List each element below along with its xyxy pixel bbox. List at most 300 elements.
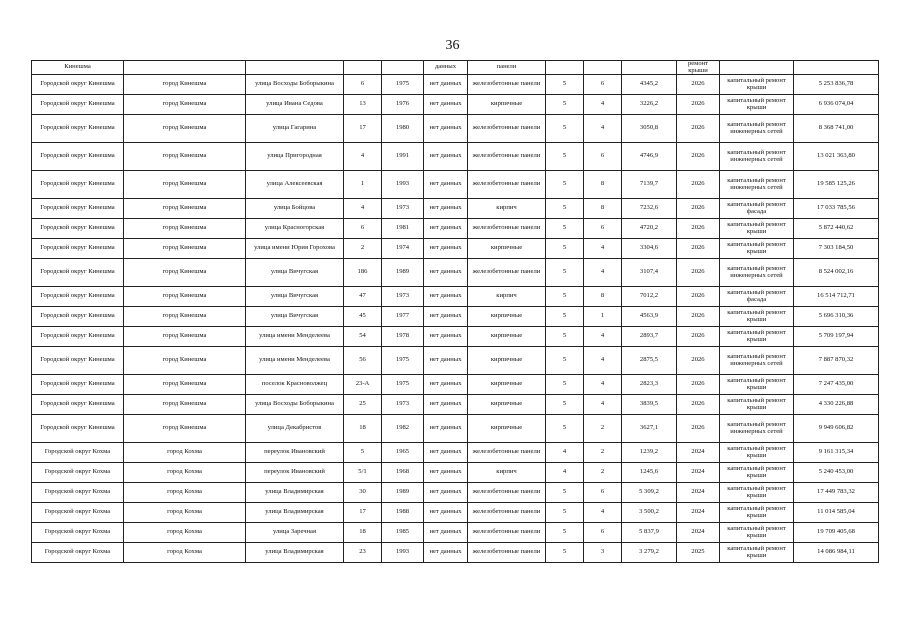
cell-data: нет данных	[424, 523, 468, 543]
cell-plan-year: 2026	[677, 375, 720, 395]
cell-material: кирпичные	[468, 347, 546, 375]
cell-entrances: 4	[584, 347, 622, 375]
cell-plan-year: 2024	[677, 443, 720, 463]
cell-year: 1988	[382, 503, 424, 523]
cell-cost: 5 709 197,94	[794, 327, 879, 347]
table-row	[32, 463, 879, 483]
table-row	[32, 239, 879, 259]
cell-area: 4746,9	[622, 143, 677, 171]
cell-settlement: город Кинешма	[124, 259, 246, 287]
cell-cost: 13 021 363,80	[794, 143, 879, 171]
cell-floors: 5	[546, 287, 584, 307]
cell-floors: 5	[546, 75, 584, 95]
table-row	[32, 287, 879, 307]
cell-material: кирпич	[468, 199, 546, 219]
cell-area: 7012,2	[622, 287, 677, 307]
cell-street: улица Восходы Боборыкина	[246, 395, 344, 415]
cell-plan-year: 2026	[677, 239, 720, 259]
cell-settlement: город Кохма	[124, 503, 246, 523]
cell-floors: 5	[546, 199, 584, 219]
cell-house: 6	[344, 219, 382, 239]
cell-street: улица имени Менделеева	[246, 327, 344, 347]
cell-municipality: Городской округ Кинешма	[32, 375, 124, 395]
cell-house: 47	[344, 287, 382, 307]
cell-area: 5 837,9	[622, 523, 677, 543]
cell-street: улица имени Менделеева	[246, 347, 344, 375]
cell-settlement: город Кинешма	[124, 375, 246, 395]
cell-area: 3 500,2	[622, 503, 677, 523]
cell-entrances: 4	[584, 375, 622, 395]
cell-cost: 5 872 440,62	[794, 219, 879, 239]
table-row	[32, 375, 879, 395]
cell-material: железобетонные панели	[468, 543, 546, 563]
cell-area: 5 309,2	[622, 483, 677, 503]
cell-material: железобетонные панели	[468, 259, 546, 287]
cell-street	[246, 61, 344, 75]
cell-municipality: Городской округ Кохма	[32, 523, 124, 543]
cell-work-type: капитальный ремонт крыши	[720, 503, 794, 523]
cell-data: нет данных	[424, 239, 468, 259]
cell-entrances: 6	[584, 143, 622, 171]
cell-cost: 6 936 074,04	[794, 95, 879, 115]
cell-street: переулок Ивановский	[246, 463, 344, 483]
table-row	[32, 327, 879, 347]
cell-cost: 17 033 785,56	[794, 199, 879, 219]
cell-house: 18	[344, 523, 382, 543]
cell-material: кирпичные	[468, 375, 546, 395]
cell-plan-year: 2026	[677, 199, 720, 219]
cell-street: улица имени Юрия Горохова	[246, 239, 344, 259]
cell-area: 3226,2	[622, 95, 677, 115]
cell-year: 1976	[382, 95, 424, 115]
cell-work-type: капитальный ремонт инженерных сетей	[720, 171, 794, 199]
cell-year: 1977	[382, 307, 424, 327]
cell-data: нет данных	[424, 503, 468, 523]
cell-municipality: Городской округ Кинешма	[32, 287, 124, 307]
cell-street: улица Алексеевская	[246, 171, 344, 199]
cell-area: 4720,2	[622, 219, 677, 239]
table-row	[32, 199, 879, 219]
cell-data: нет данных	[424, 395, 468, 415]
cell-data: нет данных	[424, 375, 468, 395]
cell-area: 3050,8	[622, 115, 677, 143]
table-row	[32, 483, 879, 503]
cell-house: 54	[344, 327, 382, 347]
cell-work-type: капитальный ремонт крыши	[720, 395, 794, 415]
cell-material: кирпич	[468, 287, 546, 307]
cell-floors: 5	[546, 171, 584, 199]
cell-data: нет данных	[424, 443, 468, 463]
cell-entrances: 8	[584, 171, 622, 199]
table-row	[32, 503, 879, 523]
cell-street: улица Красногорская	[246, 219, 344, 239]
cell-house: 1	[344, 171, 382, 199]
cell-area: 2823,3	[622, 375, 677, 395]
cell-floors: 5	[546, 395, 584, 415]
cell-work-type: капитальный ремонт крыши	[720, 327, 794, 347]
cell-data: нет данных	[424, 483, 468, 503]
cell-plan-year: 2026	[677, 287, 720, 307]
cell-floors: 5	[546, 143, 584, 171]
cell-entrances: 1	[584, 307, 622, 327]
cell-year: 1985	[382, 523, 424, 543]
cell-cost: 9 949 606,82	[794, 415, 879, 443]
cell-material: кирпичные	[468, 239, 546, 259]
cell-work-type: капитальный ремонт крыши	[720, 239, 794, 259]
cell-work-type: капитальный ремонт крыши	[720, 75, 794, 95]
cell-plan-year: 2024	[677, 523, 720, 543]
cell-municipality: Городской округ Кинешма	[32, 347, 124, 375]
cell-street: улица Декабристов	[246, 415, 344, 443]
cell-settlement	[124, 61, 246, 75]
cell-area: 3304,6	[622, 239, 677, 259]
cell-entrances: 4	[584, 239, 622, 259]
cell-street: улица Гагарина	[246, 115, 344, 143]
cell-year	[382, 61, 424, 75]
cell-area: 4563,9	[622, 307, 677, 327]
cell-material: железобетонные панели	[468, 443, 546, 463]
cell-street: переулок Ивановский	[246, 443, 344, 463]
cell-settlement: город Кохма	[124, 543, 246, 563]
cell-year: 1968	[382, 463, 424, 483]
cell-municipality: Городской округ Кохма	[32, 443, 124, 463]
cell-year: 1993	[382, 543, 424, 563]
cell-data: нет данных	[424, 287, 468, 307]
cell-street: улица Пригородная	[246, 143, 344, 171]
cell-work-type: капитальный ремонт инженерных сетей	[720, 143, 794, 171]
cell-material: железобетонные панели	[468, 115, 546, 143]
cell-settlement: город Кинешма	[124, 415, 246, 443]
cell-municipality: Городской округ Кинешма	[32, 95, 124, 115]
cell-entrances: 6	[584, 483, 622, 503]
cell-material: панели	[468, 61, 546, 75]
cell-municipality: Городской округ Кохма	[32, 463, 124, 483]
cell-year: 1981	[382, 219, 424, 239]
table-row	[32, 307, 879, 327]
cell-work-type: капитальный ремонт инженерных сетей	[720, 115, 794, 143]
cell-data: нет данных	[424, 171, 468, 199]
cell-floors: 5	[546, 347, 584, 375]
cell-year: 1975	[382, 375, 424, 395]
cell-floors: 5	[546, 219, 584, 239]
cell-area: 1245,6	[622, 463, 677, 483]
cell-entrances	[584, 61, 622, 75]
cell-cost: 9 161 315,34	[794, 443, 879, 463]
cell-settlement: город Кинешма	[124, 171, 246, 199]
cell-plan-year: 2026	[677, 347, 720, 375]
cell-material: кирпичные	[468, 395, 546, 415]
table-row	[32, 259, 879, 287]
cell-municipality: Городской округ Кинешма	[32, 307, 124, 327]
cell-entrances: 4	[584, 503, 622, 523]
cell-cost: 5 696 310,36	[794, 307, 879, 327]
cell-plan-year: 2026	[677, 171, 720, 199]
cell-plan-year: 2024	[677, 483, 720, 503]
table-row	[32, 543, 879, 563]
cell-year: 1973	[382, 287, 424, 307]
cell-house: 2	[344, 239, 382, 259]
cell-municipality: Городской округ Кохма	[32, 503, 124, 523]
cell-floors: 5	[546, 523, 584, 543]
cell-street: улица Владимирская	[246, 543, 344, 563]
cell-plan-year: 2026	[677, 143, 720, 171]
cell-data: нет данных	[424, 115, 468, 143]
cell-house: 56	[344, 347, 382, 375]
cell-data: нет данных	[424, 219, 468, 239]
cell-floors: 5	[546, 95, 584, 115]
table-row	[32, 219, 879, 239]
cell-work-type: капитальный ремонт крыши	[720, 443, 794, 463]
table-row	[32, 115, 879, 143]
cell-street: улица Вичугская	[246, 287, 344, 307]
cell-work-type: капитальный ремонт инженерных сетей	[720, 259, 794, 287]
cell-municipality: Городской округ Кохма	[32, 543, 124, 563]
cell-year: 1993	[382, 171, 424, 199]
cell-settlement: город Кинешма	[124, 239, 246, 259]
cell-municipality: Городской округ Кинешма	[32, 415, 124, 443]
cell-area: 7232,6	[622, 199, 677, 219]
cell-work-type: капитальный ремонт крыши	[720, 463, 794, 483]
cell-data: нет данных	[424, 415, 468, 443]
cell-plan-year: 2026	[677, 95, 720, 115]
cell-year: 1982	[382, 415, 424, 443]
cell-plan-year: 2026	[677, 327, 720, 347]
cell-settlement: город Кинешма	[124, 95, 246, 115]
cell-house: 18	[344, 415, 382, 443]
cell-material: кирпичные	[468, 327, 546, 347]
table-row	[32, 171, 879, 199]
cell-work-type: капитальный ремонт фасада	[720, 199, 794, 219]
cell-area: 3107,4	[622, 259, 677, 287]
cell-street: улица Восходы Боборыкина	[246, 75, 344, 95]
cell-entrances: 4	[584, 115, 622, 143]
cell-area: 3627,1	[622, 415, 677, 443]
cell-material: железобетонные панели	[468, 483, 546, 503]
cell-floors	[546, 61, 584, 75]
cell-material: железобетонные панели	[468, 503, 546, 523]
cell-cost: 7 303 184,50	[794, 239, 879, 259]
cell-municipality: Кинешма	[32, 61, 124, 75]
cell-municipality: Городской округ Кинешма	[32, 219, 124, 239]
cell-entrances: 6	[584, 219, 622, 239]
table-row	[32, 95, 879, 115]
cell-entrances: 4	[584, 395, 622, 415]
cell-entrances: 6	[584, 523, 622, 543]
cell-street: улица Заречная	[246, 523, 344, 543]
repair-table	[31, 60, 879, 563]
cell-municipality: Городской округ Кинешма	[32, 199, 124, 219]
cell-area	[622, 61, 677, 75]
cell-cost: 8 368 741,00	[794, 115, 879, 143]
cell-work-type: капитальный ремонт крыши	[720, 95, 794, 115]
cell-cost: 17 449 783,32	[794, 483, 879, 503]
cell-entrances: 2	[584, 415, 622, 443]
cell-house: 17	[344, 115, 382, 143]
cell-municipality: Городской округ Кинешма	[32, 115, 124, 143]
cell-plan-year: 2026	[677, 219, 720, 239]
cell-year: 1975	[382, 347, 424, 375]
cell-house: 17	[344, 503, 382, 523]
cell-area: 3 279,2	[622, 543, 677, 563]
cell-settlement: город Кинешма	[124, 75, 246, 95]
cell-work-type: капитальный ремонт крыши	[720, 543, 794, 563]
cell-plan-year: 2025	[677, 543, 720, 563]
cell-cost: 19 709 405,68	[794, 523, 879, 543]
cell-year: 1965	[382, 443, 424, 463]
table-row	[32, 143, 879, 171]
cell-floors: 5	[546, 307, 584, 327]
cell-work-type	[720, 61, 794, 75]
cell-floors: 5	[546, 259, 584, 287]
cell-cost: 8 524 002,16	[794, 259, 879, 287]
cell-work-type: капитальный ремонт крыши	[720, 483, 794, 503]
cell-data: данных	[424, 61, 468, 75]
cell-house: 5	[344, 443, 382, 463]
cell-settlement: город Кинешма	[124, 219, 246, 239]
cell-settlement: город Кохма	[124, 483, 246, 503]
cell-settlement: город Кинешма	[124, 143, 246, 171]
table-row	[32, 75, 879, 95]
cell-floors: 4	[546, 463, 584, 483]
cell-floors: 4	[546, 443, 584, 463]
cell-material: железобетонные панели	[468, 523, 546, 543]
cell-settlement: город Кохма	[124, 523, 246, 543]
cell-house: 23-А	[344, 375, 382, 395]
cell-floors: 5	[546, 415, 584, 443]
cell-municipality: Городской округ Кинешма	[32, 327, 124, 347]
cell-entrances: 2	[584, 443, 622, 463]
cell-house: 23	[344, 543, 382, 563]
cell-municipality: Городской округ Кинешма	[32, 395, 124, 415]
cell-data: нет данных	[424, 463, 468, 483]
cell-year: 1975	[382, 75, 424, 95]
cell-data: нет данных	[424, 199, 468, 219]
cell-floors: 5	[546, 327, 584, 347]
cell-plan-year: 2026	[677, 259, 720, 287]
cell-data: нет данных	[424, 347, 468, 375]
cell-year: 1974	[382, 239, 424, 259]
cell-settlement: город Кинешма	[124, 287, 246, 307]
cell-house: 4	[344, 199, 382, 219]
cell-municipality: Городской округ Кохма	[32, 483, 124, 503]
cell-plan-year: 2026	[677, 415, 720, 443]
cell-municipality: Городской округ Кинешма	[32, 171, 124, 199]
cell-year: 1980	[382, 115, 424, 143]
cell-street: улица Вичугская	[246, 259, 344, 287]
cell-settlement: город Кохма	[124, 463, 246, 483]
page-number: 36	[445, 38, 460, 53]
cell-material: железобетонные панели	[468, 171, 546, 199]
table-row	[32, 415, 879, 443]
cell-work-type: капитальный ремонт инженерных сетей	[720, 415, 794, 443]
cell-house: 6	[344, 75, 382, 95]
table-row	[32, 395, 879, 415]
cell-data: нет данных	[424, 307, 468, 327]
cell-data: нет данных	[424, 543, 468, 563]
cell-floors: 5	[546, 115, 584, 143]
cell-data: нет данных	[424, 259, 468, 287]
cell-house: 186	[344, 259, 382, 287]
cell-material: железобетонные панели	[468, 75, 546, 95]
cell-data: нет данных	[424, 95, 468, 115]
cell-floors: 5	[546, 543, 584, 563]
cell-street: улица Бойцова	[246, 199, 344, 219]
cell-material: кирпич	[468, 463, 546, 483]
cell-year: 1973	[382, 395, 424, 415]
cell-area: 4345,2	[622, 75, 677, 95]
cell-work-type: капитальный ремонт фасада	[720, 287, 794, 307]
cell-cost: 7 247 435,00	[794, 375, 879, 395]
cell-year: 1989	[382, 483, 424, 503]
cell-work-type: капитальный ремонт инженерных сетей	[720, 347, 794, 375]
cell-entrances: 8	[584, 199, 622, 219]
cell-municipality: Городской округ Кинешма	[32, 239, 124, 259]
cell-settlement: город Кинешма	[124, 199, 246, 219]
cell-house: 45	[344, 307, 382, 327]
cell-area: 2893,7	[622, 327, 677, 347]
cell-cost: 4 330 226,88	[794, 395, 879, 415]
table-row	[32, 347, 879, 375]
cell-material: кирпичные	[468, 95, 546, 115]
cell-work-type: капитальный ремонт крыши	[720, 307, 794, 327]
cell-entrances: 6	[584, 75, 622, 95]
cell-floors: 5	[546, 239, 584, 259]
cell-street: улица Владимирская	[246, 503, 344, 523]
cell-year: 1989	[382, 259, 424, 287]
cell-entrances: 4	[584, 259, 622, 287]
cell-settlement: город Кинешма	[124, 115, 246, 143]
cell-entrances: 2	[584, 463, 622, 483]
cell-house: 5/1	[344, 463, 382, 483]
cell-municipality: Городской округ Кинешма	[32, 75, 124, 95]
table-row	[32, 443, 879, 463]
cell-work-type: капитальный ремонт крыши	[720, 219, 794, 239]
cell-area: 1239,2	[622, 443, 677, 463]
cell-settlement: город Кинешма	[124, 395, 246, 415]
cell-plan-year: 2024	[677, 503, 720, 523]
cell-plan-year: 2024	[677, 463, 720, 483]
cell-house: 4	[344, 143, 382, 171]
table-row	[32, 523, 879, 543]
cell-year: 1973	[382, 199, 424, 219]
cell-cost: 14 086 984,11	[794, 543, 879, 563]
cell-cost: 19 585 125,26	[794, 171, 879, 199]
cell-entrances: 8	[584, 287, 622, 307]
cell-settlement: город Кинешма	[124, 307, 246, 327]
cell-floors: 5	[546, 503, 584, 523]
cell-floors: 5	[546, 375, 584, 395]
cell-material: кирпичные	[468, 307, 546, 327]
cell-municipality: Городской округ Кинешма	[32, 143, 124, 171]
cell-data: нет данных	[424, 75, 468, 95]
cell-material: железобетонные панели	[468, 219, 546, 239]
cell-year: 1978	[382, 327, 424, 347]
cell-house: 13	[344, 95, 382, 115]
cell-plan-year: 2026	[677, 75, 720, 95]
cell-area: 3839,5	[622, 395, 677, 415]
cell-cost	[794, 61, 879, 75]
cell-cost: 7 887 870,32	[794, 347, 879, 375]
cell-settlement: город Кинешма	[124, 347, 246, 375]
cell-area: 7139,7	[622, 171, 677, 199]
cell-area: 2875,5	[622, 347, 677, 375]
cell-cost: 5 240 453,00	[794, 463, 879, 483]
cell-data: нет данных	[424, 327, 468, 347]
cell-plan-year: 2026	[677, 115, 720, 143]
cell-house: 30	[344, 483, 382, 503]
cell-settlement: город Кинешма	[124, 327, 246, 347]
cell-settlement: город Кохма	[124, 443, 246, 463]
